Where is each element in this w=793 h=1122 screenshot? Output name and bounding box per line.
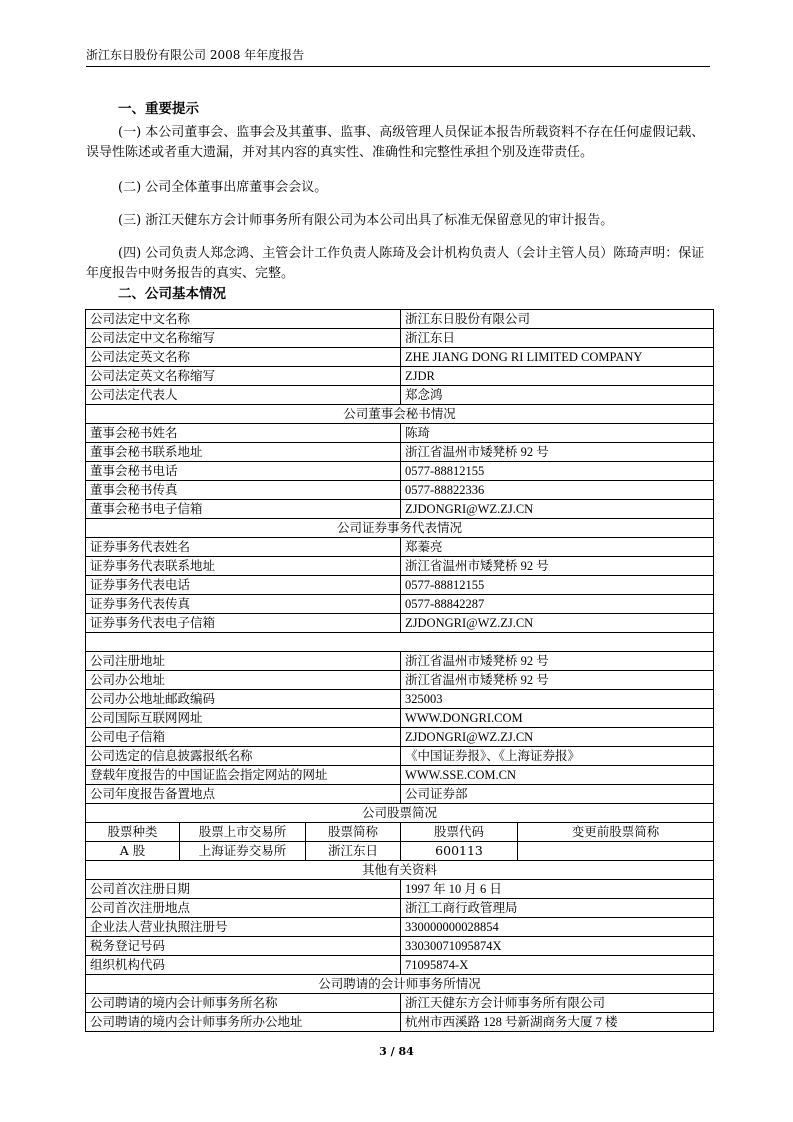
table-row bbox=[86, 766, 714, 785]
row-label: 董事会秘书姓名 bbox=[86, 424, 401, 443]
company-info-body bbox=[86, 310, 714, 1032]
table-row bbox=[86, 500, 714, 519]
stock-cell bbox=[518, 842, 714, 861]
row-value: ZHE JIANG DONG RI LIMITED COMPANY bbox=[401, 348, 714, 367]
table-row bbox=[86, 633, 714, 652]
stock-cell: 浙江东日 bbox=[306, 842, 401, 861]
table-row bbox=[86, 595, 714, 614]
table-row bbox=[86, 652, 714, 671]
row-value: WWW.SSE.COM.CN bbox=[401, 766, 714, 785]
table-row bbox=[86, 576, 714, 595]
row-value: 0577-88842287 bbox=[401, 595, 714, 614]
table-row bbox=[86, 728, 714, 747]
blank-row bbox=[86, 633, 714, 652]
table-row bbox=[86, 975, 714, 994]
row-value: WWW.DONGRI.COM bbox=[401, 709, 714, 728]
row-value: 71095874-X bbox=[401, 956, 714, 975]
row-label: 公司年度报告备置地点 bbox=[86, 785, 401, 804]
table-row bbox=[86, 481, 714, 500]
row-value: 浙江天健东方会计师事务所有限公司 bbox=[401, 994, 714, 1013]
row-value: ZJDONGRI@WZ.ZJ.CN bbox=[401, 500, 714, 519]
table-row bbox=[86, 329, 714, 348]
row-label: 公司法定中文名称 bbox=[86, 310, 401, 329]
stock-column-header: 股票简称 bbox=[306, 823, 401, 842]
table-row bbox=[86, 557, 714, 576]
table-row bbox=[86, 899, 714, 918]
row-label: 公司注册地址 bbox=[86, 652, 401, 671]
table-row bbox=[86, 823, 714, 842]
row-value: 325003 bbox=[401, 690, 714, 709]
row-label: 税务登记号码 bbox=[86, 937, 401, 956]
row-label: 证券事务代表电子信箱 bbox=[86, 614, 401, 633]
row-value: 郑念鸿 bbox=[401, 386, 714, 405]
table-row bbox=[86, 956, 714, 975]
table-row bbox=[86, 994, 714, 1013]
table-row bbox=[86, 671, 714, 690]
row-value: 浙江省温州市矮凳桥 92 号 bbox=[401, 671, 714, 690]
section-header-secretary: 公司董事会秘书情况 bbox=[86, 405, 714, 424]
table-row bbox=[86, 538, 714, 557]
stock-cell: 上海证券交易所 bbox=[180, 842, 306, 861]
row-value: 浙江东日 bbox=[401, 329, 714, 348]
row-value: 郑蓁亮 bbox=[401, 538, 714, 557]
table-row bbox=[86, 937, 714, 956]
table-row bbox=[86, 842, 714, 861]
paragraph-1: (一) 本公司董事会、监事会及其董事、监事、高级管理人员保证本报告所载资料不存在任何虚假记载、误导性陈述或者重大遗漏，并对其内容的真实性、准确性和完整性承担个别及连带责任。 bbox=[86, 125, 705, 160]
row-label: 公司法定中文名称缩写 bbox=[86, 329, 401, 348]
row-label: 登载年度报告的中国证监会指定网站的网址 bbox=[86, 766, 401, 785]
row-label: 证券事务代表电话 bbox=[86, 576, 401, 595]
row-value: 0577-88822336 bbox=[401, 481, 714, 500]
row-value: ZJDONGRI@WZ.ZJ.CN bbox=[401, 614, 714, 633]
table-row bbox=[86, 405, 714, 424]
row-value: 浙江省温州市矮凳桥 92 号 bbox=[401, 652, 714, 671]
row-value: 0577-88812155 bbox=[401, 462, 714, 481]
table-row bbox=[86, 519, 714, 538]
company-info-table bbox=[85, 309, 714, 1032]
row-value: 公司证券部 bbox=[401, 785, 714, 804]
row-value: 浙江省温州市矮凳桥 92 号 bbox=[401, 557, 714, 576]
table-row bbox=[86, 785, 714, 804]
table-row bbox=[86, 1013, 714, 1032]
row-label: 公司聘请的境内会计师事务所办公地址 bbox=[86, 1013, 401, 1032]
paragraph-4: (四) 公司负责人郑念鸿、主管会计工作负责人陈琦及会计机构负责人（会计主管人员）陈琦声明：保证年度报告中财务报告的真实、完整。 bbox=[86, 246, 705, 281]
table-row bbox=[86, 861, 714, 880]
table-row bbox=[86, 462, 714, 481]
stock-column-header: 变更前股票简称 bbox=[518, 823, 714, 842]
section-header-auditor: 公司聘请的会计师事务所情况 bbox=[86, 975, 714, 994]
row-label: 董事会秘书电子信箱 bbox=[86, 500, 401, 519]
row-label: 公司首次注册地点 bbox=[86, 899, 401, 918]
section-header-other: 其他有关资料 bbox=[86, 861, 714, 880]
row-value: 浙江东日股份有限公司 bbox=[401, 310, 714, 329]
page-header: 浙江东日股份有限公司 2008 年年度报告 bbox=[86, 48, 305, 62]
section-header-stock: 公司股票简况 bbox=[86, 804, 714, 823]
row-label: 公司法定英文名称缩写 bbox=[86, 367, 401, 386]
table-row bbox=[86, 709, 714, 728]
table-row bbox=[86, 386, 714, 405]
row-value: ZJDR bbox=[401, 367, 714, 386]
row-label: 证券事务代表联系地址 bbox=[86, 557, 401, 576]
row-label: 公司国际互联网网址 bbox=[86, 709, 401, 728]
row-label: 公司选定的信息披露报纸名称 bbox=[86, 747, 401, 766]
row-value: 浙江工商行政管理局 bbox=[401, 899, 714, 918]
row-label: 董事会秘书电话 bbox=[86, 462, 401, 481]
row-label: 企业法人营业执照注册号 bbox=[86, 918, 401, 937]
table-row bbox=[86, 310, 714, 329]
stock-column-header: 股票代码 bbox=[401, 823, 518, 842]
row-value: 陈琦 bbox=[401, 424, 714, 443]
row-label: 证券事务代表传真 bbox=[86, 595, 401, 614]
table-row bbox=[86, 367, 714, 386]
table-row bbox=[86, 747, 714, 766]
section-title-important: 一、重要提示 bbox=[118, 101, 199, 117]
row-label: 组织机构代码 bbox=[86, 956, 401, 975]
stock-cell: 600113 bbox=[401, 842, 518, 861]
stock-column-header: 股票上市交易所 bbox=[180, 823, 306, 842]
paragraph-3: (三) 浙江天健东方会计师事务所有限公司为本公司出具了标准无保留意见的审计报告。 bbox=[118, 213, 614, 228]
row-label: 董事会秘书联系地址 bbox=[86, 443, 401, 462]
row-value: 浙江省温州市矮凳桥 92 号 bbox=[401, 443, 714, 462]
row-label: 公司首次注册日期 bbox=[86, 880, 401, 899]
table-row bbox=[86, 348, 714, 367]
paragraph-2: (二) 公司全体董事出席董事会会议。 bbox=[118, 180, 328, 195]
row-value: 330000000028854 bbox=[401, 918, 714, 937]
row-value: 33030071095874X bbox=[401, 937, 714, 956]
page-number: 3 / 84 bbox=[379, 1045, 414, 1058]
row-label: 证券事务代表姓名 bbox=[86, 538, 401, 557]
table-row bbox=[86, 880, 714, 899]
row-label: 公司聘请的境内会计师事务所名称 bbox=[86, 994, 401, 1013]
row-label: 公司法定代表人 bbox=[86, 386, 401, 405]
header-rule bbox=[86, 66, 710, 67]
row-value: 《中国证券报》、《上海证券报》 bbox=[401, 747, 714, 766]
row-label: 公司法定英文名称 bbox=[86, 348, 401, 367]
row-value: ZJDONGRI@WZ.ZJ.CN bbox=[401, 728, 714, 747]
table-row bbox=[86, 804, 714, 823]
row-label: 公司电子信箱 bbox=[86, 728, 401, 747]
row-label: 公司办公地址 bbox=[86, 671, 401, 690]
row-label: 公司办公地址邮政编码 bbox=[86, 690, 401, 709]
table-row bbox=[86, 690, 714, 709]
row-value: 1997 年 10 月 6 日 bbox=[401, 880, 714, 899]
stock-column-header: 股票种类 bbox=[86, 823, 180, 842]
table-row bbox=[86, 918, 714, 937]
row-label: 董事会秘书传真 bbox=[86, 481, 401, 500]
table-row bbox=[86, 424, 714, 443]
stock-cell: A 股 bbox=[86, 842, 180, 861]
section-title-basic: 二、公司基本情况 bbox=[118, 286, 226, 302]
table-row bbox=[86, 443, 714, 462]
row-value: 杭州市西溪路 128 号新湖商务大厦 7 楼 bbox=[401, 1013, 714, 1032]
table-row bbox=[86, 614, 714, 633]
section-header-rep: 公司证券事务代表情况 bbox=[86, 519, 714, 538]
row-value: 0577-88812155 bbox=[401, 576, 714, 595]
